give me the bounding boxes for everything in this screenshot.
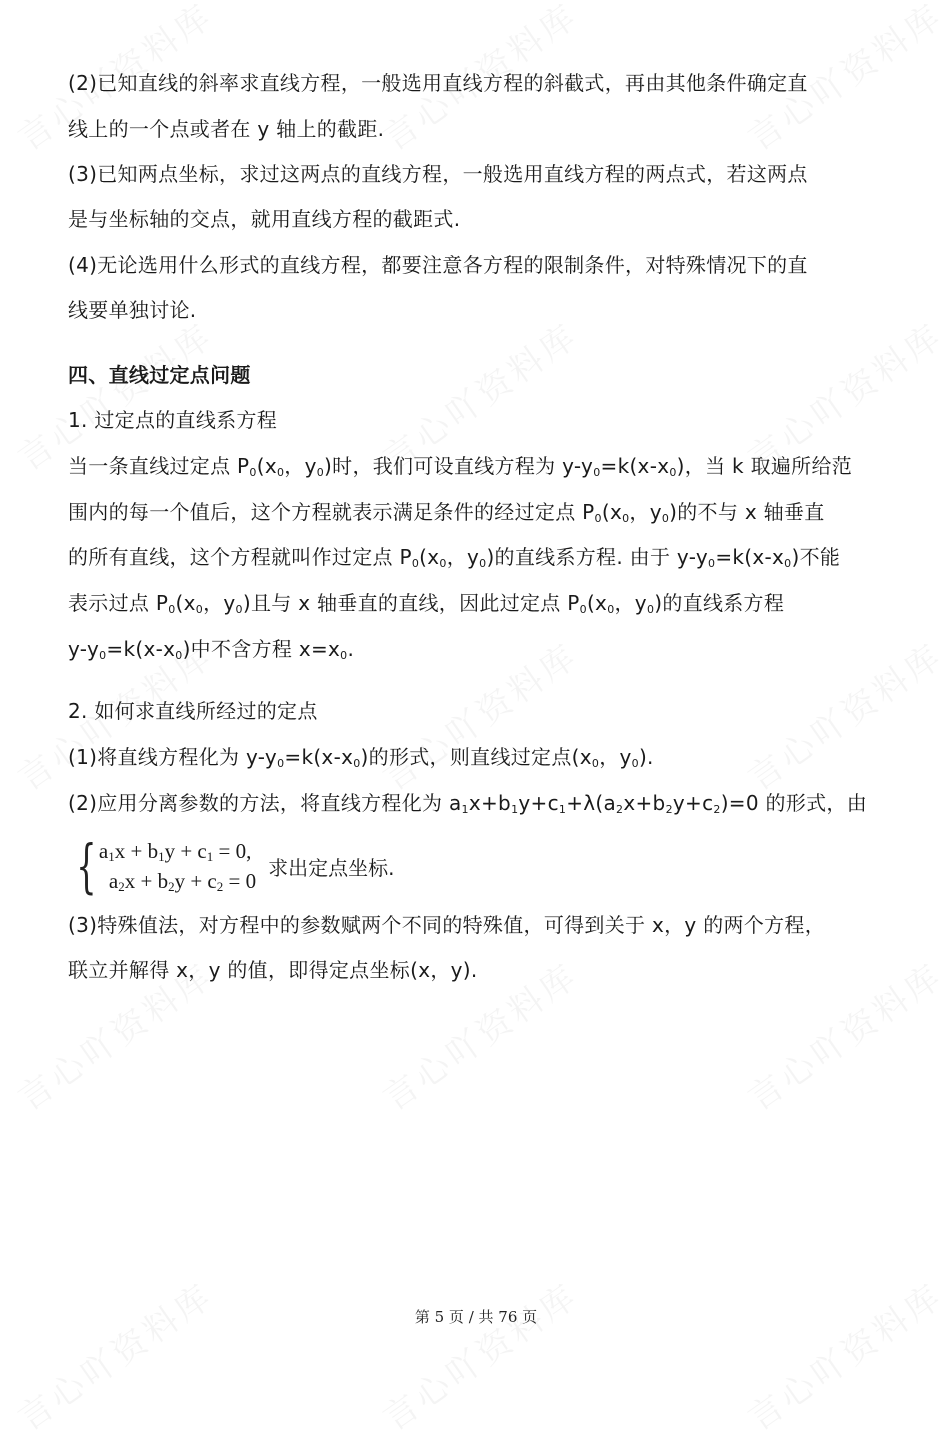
text-run: (2)已知直线的斜率求直线方程，一般选用直线方程的斜截式，再由其他条件确定直 — [68, 71, 808, 95]
paragraph-line — [68, 743, 654, 771]
paragraph-line — [68, 498, 825, 526]
text-run: (x — [586, 591, 608, 615]
watermark-text — [372, 1269, 587, 1440]
text-run: ). — [638, 745, 654, 769]
text-run: )的形式，则直线过定点(x — [360, 745, 592, 769]
text-run: 四、直线过定点问题 — [68, 363, 251, 387]
text-run: (x — [175, 591, 196, 615]
text-run: )的不与 x 轴垂直 — [669, 500, 825, 524]
system-conclusion: 求出定点坐标. — [268, 855, 395, 880]
subscript: 1 — [206, 849, 214, 864]
text-run: (x — [256, 454, 277, 478]
subscript: 2 — [168, 879, 175, 894]
text-run: y-y — [68, 637, 100, 661]
text-run: )的直线系方程. 由于 y-y — [486, 545, 709, 569]
paragraph-line — [68, 956, 478, 984]
text-run: a — [108, 869, 119, 893]
subscript: 0 — [631, 757, 639, 770]
subscript: 0 — [708, 557, 716, 570]
subscript: 0 — [579, 603, 587, 616]
subscript: 0 — [479, 557, 487, 570]
subscript: 0 — [195, 603, 204, 616]
paragraph-line — [68, 589, 784, 617]
watermark-text — [737, 629, 952, 800]
subscript: 0 — [249, 466, 257, 479]
subscript: 0 — [175, 649, 183, 662]
text-run: = 0 — [223, 869, 257, 893]
page-footer: 第 5 页 / 共 76 页 — [414, 1308, 538, 1326]
paragraph-line — [68, 69, 808, 97]
subscript: 0 — [168, 603, 176, 616]
subscript: 0 — [607, 603, 615, 616]
text-run: ，y — [203, 591, 236, 615]
text-run: (3)特殊值法，对方程中的参数赋两个不同的特殊值，可得到关于 x，y 的两个方程， — [68, 913, 826, 937]
text-run: 线要单独讨论. — [68, 298, 197, 322]
text-run: 是与坐标轴的交点，就用直线方程的截距式. — [68, 207, 461, 231]
paragraph-line — [68, 635, 354, 663]
text-run: ，y — [614, 591, 647, 615]
equation-2 — [99, 866, 256, 896]
text-run: 围内的每一个值后，这个方程就表示满足条件的经过定点 P — [68, 500, 595, 524]
text-run: )不能 — [791, 545, 841, 569]
subscript: 0 — [591, 757, 600, 770]
text-run: 的所有直线，这个方程就叫作过定点 P — [68, 545, 412, 569]
text-run: +λ(a — [566, 791, 617, 815]
watermark-text — [372, 629, 587, 800]
text-run: 联立并解得 x，y 的值，即得定点坐标(x，y). — [68, 958, 478, 982]
text-run: )=0 的形式，由 — [720, 791, 868, 815]
subscript: 0 — [99, 649, 107, 662]
subscript: 0 — [593, 466, 601, 479]
text-run: ，y — [446, 545, 480, 569]
text-run: (1)将直线方程化为 y-y — [68, 745, 278, 769]
paragraph-line — [68, 115, 384, 143]
subscript: 2 — [616, 803, 624, 816]
subscript: 0 — [411, 557, 420, 570]
subscript: 1 — [558, 803, 567, 816]
equation-system — [68, 832, 395, 900]
text-run: (x — [419, 545, 440, 569]
paragraph-line — [68, 296, 196, 324]
subscript: 1 — [108, 849, 115, 864]
subscript: 0 — [340, 649, 348, 662]
text-run: =k(x-x — [106, 637, 176, 661]
paragraph-line — [68, 789, 867, 817]
text-run: ，y — [599, 745, 632, 769]
text-run: 线上的一个点或者在 y 轴上的截距. — [68, 117, 385, 141]
subscript: 0 — [235, 603, 243, 616]
watermark-text — [7, 1269, 222, 1440]
paragraph-line — [68, 697, 318, 725]
watermark-text — [737, 949, 952, 1120]
text-run: 1. 过定点的直线系方程 — [68, 408, 278, 432]
text-run: y + c — [164, 839, 207, 863]
text-run: x+b — [468, 791, 512, 815]
paragraph-line — [68, 205, 460, 233]
paragraph-line — [68, 452, 852, 480]
subscript: 2 — [665, 803, 673, 816]
text-run: 表示过点 P — [68, 591, 169, 615]
text-run: y + c — [174, 869, 217, 893]
text-run: x + b — [114, 839, 159, 863]
subscript: 2 — [118, 879, 125, 894]
text-run: x+b — [623, 791, 666, 815]
watermark-text — [737, 1269, 952, 1440]
text-run: . — [347, 637, 355, 661]
paragraph-line — [68, 406, 277, 434]
text-run: = 0, — [213, 839, 252, 863]
text-run: a — [98, 839, 109, 863]
text-run: )时，我们可设直线方程为 y-y — [324, 454, 594, 478]
text-run: (2)应用分离参数的方法，将直线方程化为 a — [68, 791, 462, 815]
text-run: y+c — [672, 791, 714, 815]
text-run: =k(x-x — [715, 545, 785, 569]
paragraph-line — [68, 160, 808, 188]
subscript: 1 — [158, 849, 165, 864]
text-run: y+c — [518, 791, 559, 815]
paragraph-line — [68, 911, 825, 939]
text-run: =k(x-x — [600, 454, 670, 478]
text-run: ，y — [629, 500, 662, 524]
paragraph-line — [68, 251, 808, 279]
text-run: (3)已知两点坐标，求过这两点的直线方程，一般选用直线方程的两点式，若这两点 — [68, 162, 808, 186]
subscript: 0 — [439, 557, 447, 570]
text-run: )中不含方程 x=x — [182, 637, 341, 661]
subscript: 0 — [661, 512, 670, 525]
text-run: )且与 x 轴垂直的直线，因此过定点 P — [242, 591, 580, 615]
subscript: 2 — [216, 879, 224, 894]
subscript: 0 — [646, 603, 655, 616]
subscript: 0 — [594, 512, 602, 525]
subscript: 0 — [277, 757, 285, 770]
subscript: 1 — [461, 803, 469, 816]
subscript: 0 — [784, 557, 792, 570]
text-run: )的直线系方程 — [654, 591, 785, 615]
text-run: 当一条直线过定点 P — [68, 454, 250, 478]
subscript: 0 — [353, 757, 361, 770]
left-brace: { — [76, 832, 97, 900]
equation-1 — [99, 836, 256, 866]
subscript: 0 — [669, 466, 677, 479]
subscript: 1 — [511, 803, 519, 816]
text-run: =k(x-x — [284, 745, 354, 769]
subscript: 0 — [276, 466, 285, 479]
text-run: x + b — [124, 869, 169, 893]
subscript: 0 — [622, 512, 630, 525]
subscript: 2 — [713, 803, 721, 816]
section-heading — [68, 361, 251, 389]
text-run: (4)无论选用什么形式的直线方程，都要注意各方程的限制条件，对特殊情况下的直 — [68, 253, 808, 277]
paragraph-line — [68, 543, 840, 571]
text-run: ，y — [284, 454, 317, 478]
text-run: (x — [601, 500, 623, 524]
subscript: 0 — [316, 466, 325, 479]
text-run: )，当 k 取遍所给范 — [676, 454, 853, 478]
text-run: 2. 如何求直线所经过的定点 — [68, 699, 318, 723]
